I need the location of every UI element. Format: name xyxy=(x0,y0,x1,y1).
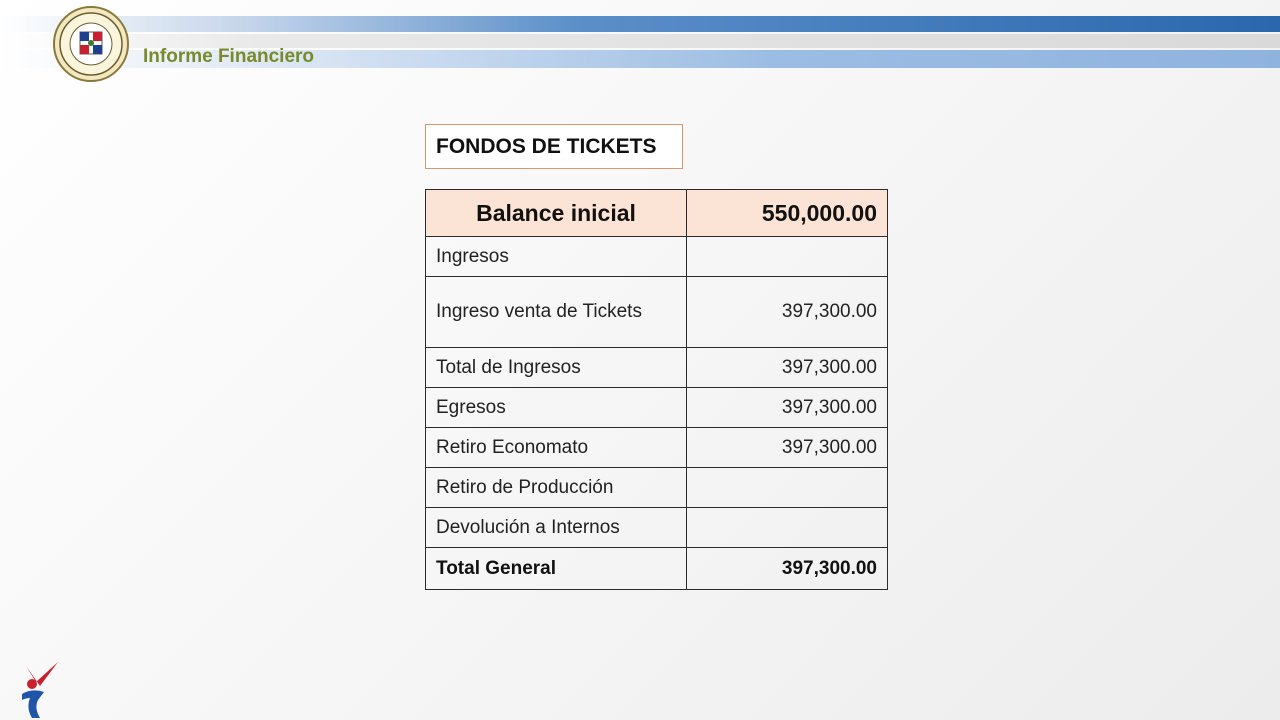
header-band-blue xyxy=(0,16,1280,32)
row-label: Egresos xyxy=(426,388,687,428)
table-row xyxy=(426,428,888,468)
row-label: Total de Ingresos xyxy=(426,348,687,388)
table-row xyxy=(426,468,888,508)
balance-label: Balance inicial xyxy=(426,190,687,237)
total-label: Total General xyxy=(426,548,687,590)
row-value: 397,300.00 xyxy=(687,277,888,348)
table-row xyxy=(426,237,888,277)
section-title: FONDOS DE TICKETS xyxy=(425,124,683,169)
header-title: Informe Financiero xyxy=(143,46,315,67)
row-value xyxy=(687,508,888,548)
balance-value: 550,000.00 xyxy=(687,190,888,237)
table-total-row xyxy=(426,548,888,590)
table-row xyxy=(426,388,888,428)
row-value xyxy=(687,468,888,508)
row-label: Retiro Economato xyxy=(426,428,687,468)
table-row xyxy=(426,348,888,388)
table-row xyxy=(426,508,888,548)
row-label: Ingreso venta de Tickets xyxy=(426,277,687,348)
table-header-row xyxy=(426,190,888,237)
row-label: Ingresos xyxy=(426,237,687,277)
table-row xyxy=(426,277,888,348)
runner-logo-icon xyxy=(12,660,72,720)
row-value: 397,300.00 xyxy=(687,428,888,468)
financial-table xyxy=(425,189,888,590)
row-value: 397,300.00 xyxy=(687,348,888,388)
government-seal-icon xyxy=(52,6,130,82)
total-value: 397,300.00 xyxy=(687,548,888,590)
row-value: 397,300.00 xyxy=(687,388,888,428)
row-value xyxy=(687,237,888,277)
row-label: Retiro de Producción xyxy=(426,468,687,508)
row-label: Devolución a Internos xyxy=(426,508,687,548)
